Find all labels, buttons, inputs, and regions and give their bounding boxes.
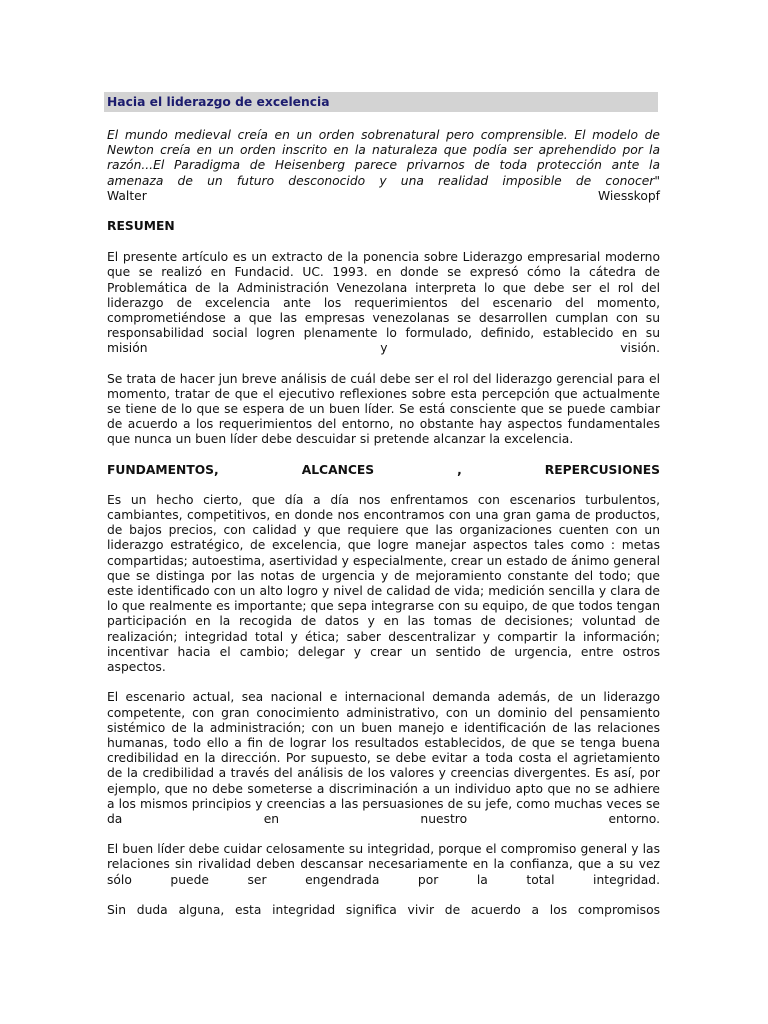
paragraph-2: Se trata de hacer jun breve análisis de cuál debe ser el rol del liderazgo gerencial para el momento, tratar de que el ejecutivo reflexiones sobre esta percepción que actualmente se tiene de lo que se espera de un buen líder. Se está consciente que se puede cambiar de acuerdo a los requerimientos del entorno, no obstante hay aspectos fundamentales que nunca un buen líder debe descuidar si pretende alcanzar la excelencia. [107, 371, 660, 447]
section-heading-resumen: RESUMEN [107, 219, 175, 234]
heading-comma: , [457, 462, 462, 477]
paragraph-1: El presente artículo es un extracto de la ponencia sobre Liderazgo empresarial moderno que se realizó en Fundacid. UC. 1993. en donde se expresó cómo la cátedra de Problemática de la Administración Venezolana interpreta lo que debe ser el rol del liderazgo de excelencia ante los requerimientos del escenario del momento, comprometiéndose a que las empresas venezolanas se desarrollen cumplan con su responsabilidad social logren plenamente lo formulado, definido, establecido en su misión y visión. [107, 250, 660, 356]
quote-attribution [107, 189, 660, 204]
paragraph-3: Es un hecho cierto, que día a día nos enfrentamos con escenarios turbulentos, cambiantes, competitivos, en donde nos encontramos con una gran gama de productos, de bajos precios, con calidad y que requiere que las organizaciones cuenten con un liderazgo estratégico, de excelencia, que logre manejar aspectos tales como : metas compartidas; autoestima, asertividad y especialmente, crear un estado de ánimo general que se distinga por las notas de urgencia y de mejoramiento constante del todo; que este identificado con un alto logro y nivel de calidad de vida; medición sencilla y clara de lo que realmente es importante; que sepa integrarse con su equipo, de que todos tengan participación en la recogida de datos y en las tomas de decisiones; voluntad de realización; integridad total y ética; saber descentralizar y compartir la información; incentivar hacia el cambio; delegar y crear un sentido de urgencia, entre ostros aspectos. [107, 492, 660, 675]
heading-word-fundamentos: FUNDAMENTOS, [107, 462, 219, 477]
heading-word-alcances: ALCANCES [301, 462, 375, 477]
paragraph-6: Sin duda alguna, esta integridad significa vivir de acuerdo a los compromisos [107, 902, 660, 917]
section-heading-fundamentos [107, 463, 660, 478]
quote-author-first-name: Walter [107, 188, 147, 203]
article-body [107, 92, 660, 933]
epigraph-quote: El mundo medieval creía en un orden sobrenatural pero comprensible. El modelo de Newton creía en un orden inscrito en la naturaleza que podía ser aprehendido por la razón...El Paradigma de Heisenberg parece privarnos de toda protección ante la amenaza de un futuro desconocido y una realidad imposible de conocer" [107, 128, 660, 188]
article-title: Hacia el liderazgo de excelencia [107, 95, 330, 109]
quote-author-last-name: Wiesskopf [597, 188, 660, 203]
paragraph-5: El buen líder debe cuidar celosamente su integridad, porque el compromiso general y las relaciones sin rivalidad deben descansar necesariamente en la confianza, que a su vez sólo puede ser engendrada por la total integridad. [107, 842, 660, 887]
paragraph-4: El escenario actual, sea nacional e internacional demanda además, de un liderazgo competente, con gran conocimiento administrativo, con un dominio del pensamiento sistémico de la administración; con un buen manejo e identificación de las relaciones humanas, todo ello a fin de lograr los resultados establecidos, de que se tenga buena credibilidad en la dirección. Por supuesto, se debe evitar a toda costa el agrietamiento de la credibilidad a través del análisis de los valores y creencias divergentes. Es así, por ejemplo, que no debe someterse a discriminación a un individuo apto que no se adhiere a los mismos principios y creencias a las persuasiones de su jefe, como muchas veces se da en nuestro entorno. [107, 690, 660, 826]
article-title-bar [104, 92, 658, 112]
heading-word-repercusiones: REPERCUSIONES [544, 462, 660, 477]
